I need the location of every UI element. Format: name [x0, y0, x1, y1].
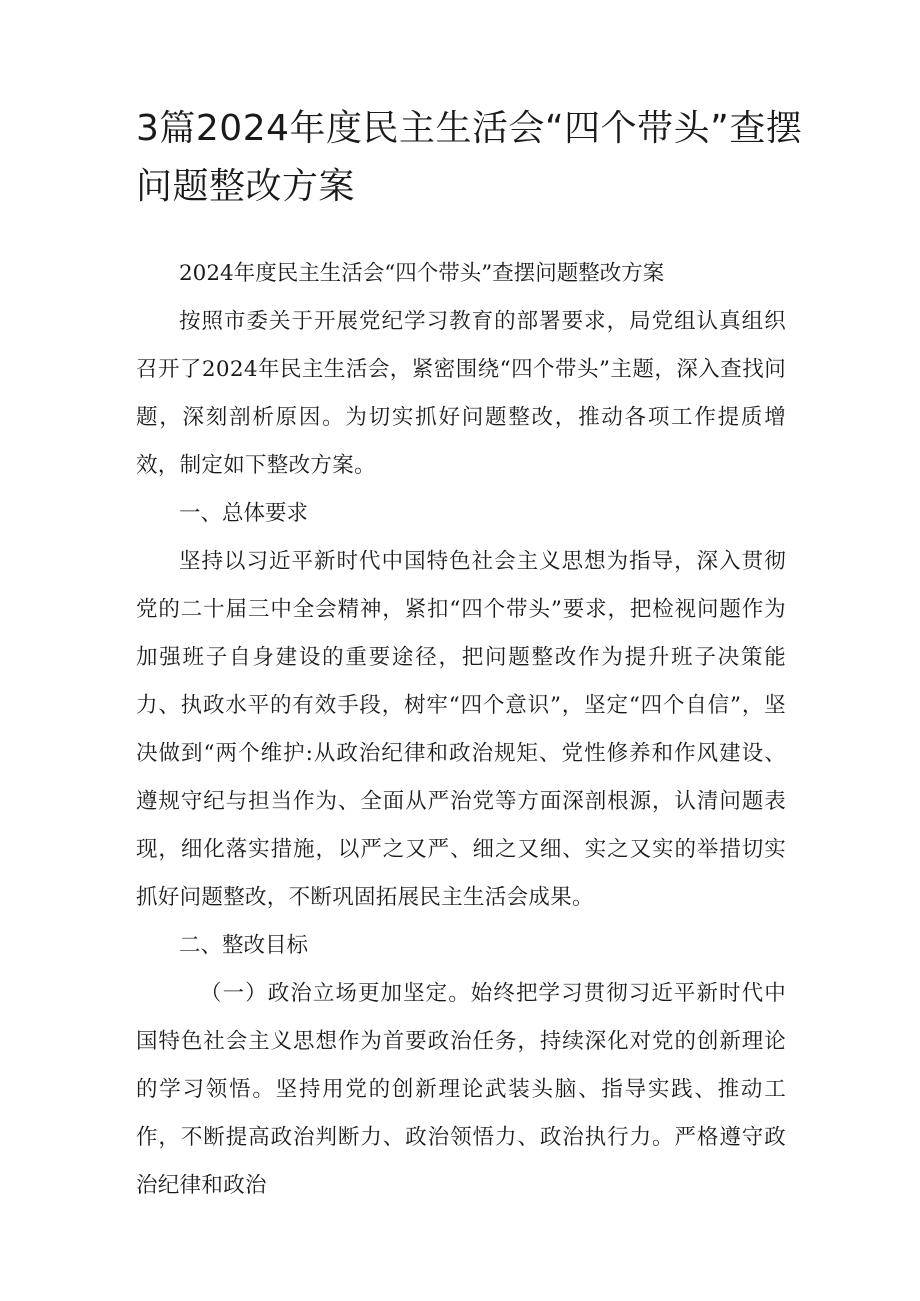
- section-heading-general-requirements: 一、总体要求: [179, 501, 309, 526]
- section-heading-rectification-goals: 二、整改目标: [179, 933, 309, 958]
- intro-paragraph: 按照市委关于开展党纪学习教育的部署要求，局党组认真组织召开了2024年民主生活会，紧密围绕“四个带头”主题，深入查找问题，深刻剖析原因。为切实抓好问题整改，推动各项工作提质增效，制定如下整改方案。: [136, 309, 786, 478]
- document-subtitle: 2024年度民主生活会“四个带头”查摆问题整改方案: [179, 261, 665, 286]
- rectification-goal-item-1: （一）政治立场更加坚定。始终把学习贯彻习近平新时代中国特色社会主义思想作为首要政治任务，持续深化对党的创新理论的学习领悟。坚持用党的创新理论武装头脑、指导实践、推动工作，不断提高政治判断力、政治领悟力、政治执行力。严格遵守政治纪律和政治: [136, 981, 786, 1198]
- general-requirements-paragraph: 坚持以习近平新时代中国特色社会主义思想为指导，深入贯彻党的二十届三中全会精神，紧扣“四个带头”要求，把检视问题作为加强班子自身建设的重要途径，把问题整改作为提升班子决策能力、执政水平的有效手段，树牢“四个意识”，坚定“四个自信”，坚决做到“两个维护:从政治纪律和政治规矩、党性修养和作风建设、遵规守纪与担当作为、全面从严治党等方面深剖根源，认清问题表现，细化落实措施，以严之又严、细之又细、实之又实的举措切实抓好问题整改，不断巩固拓展民主生活会成果。: [136, 549, 786, 910]
- document-body: [136, 250, 786, 1210]
- document-title: 3篇2024年度民主生活会“四个带头”查摆问题整改方案: [136, 108, 803, 207]
